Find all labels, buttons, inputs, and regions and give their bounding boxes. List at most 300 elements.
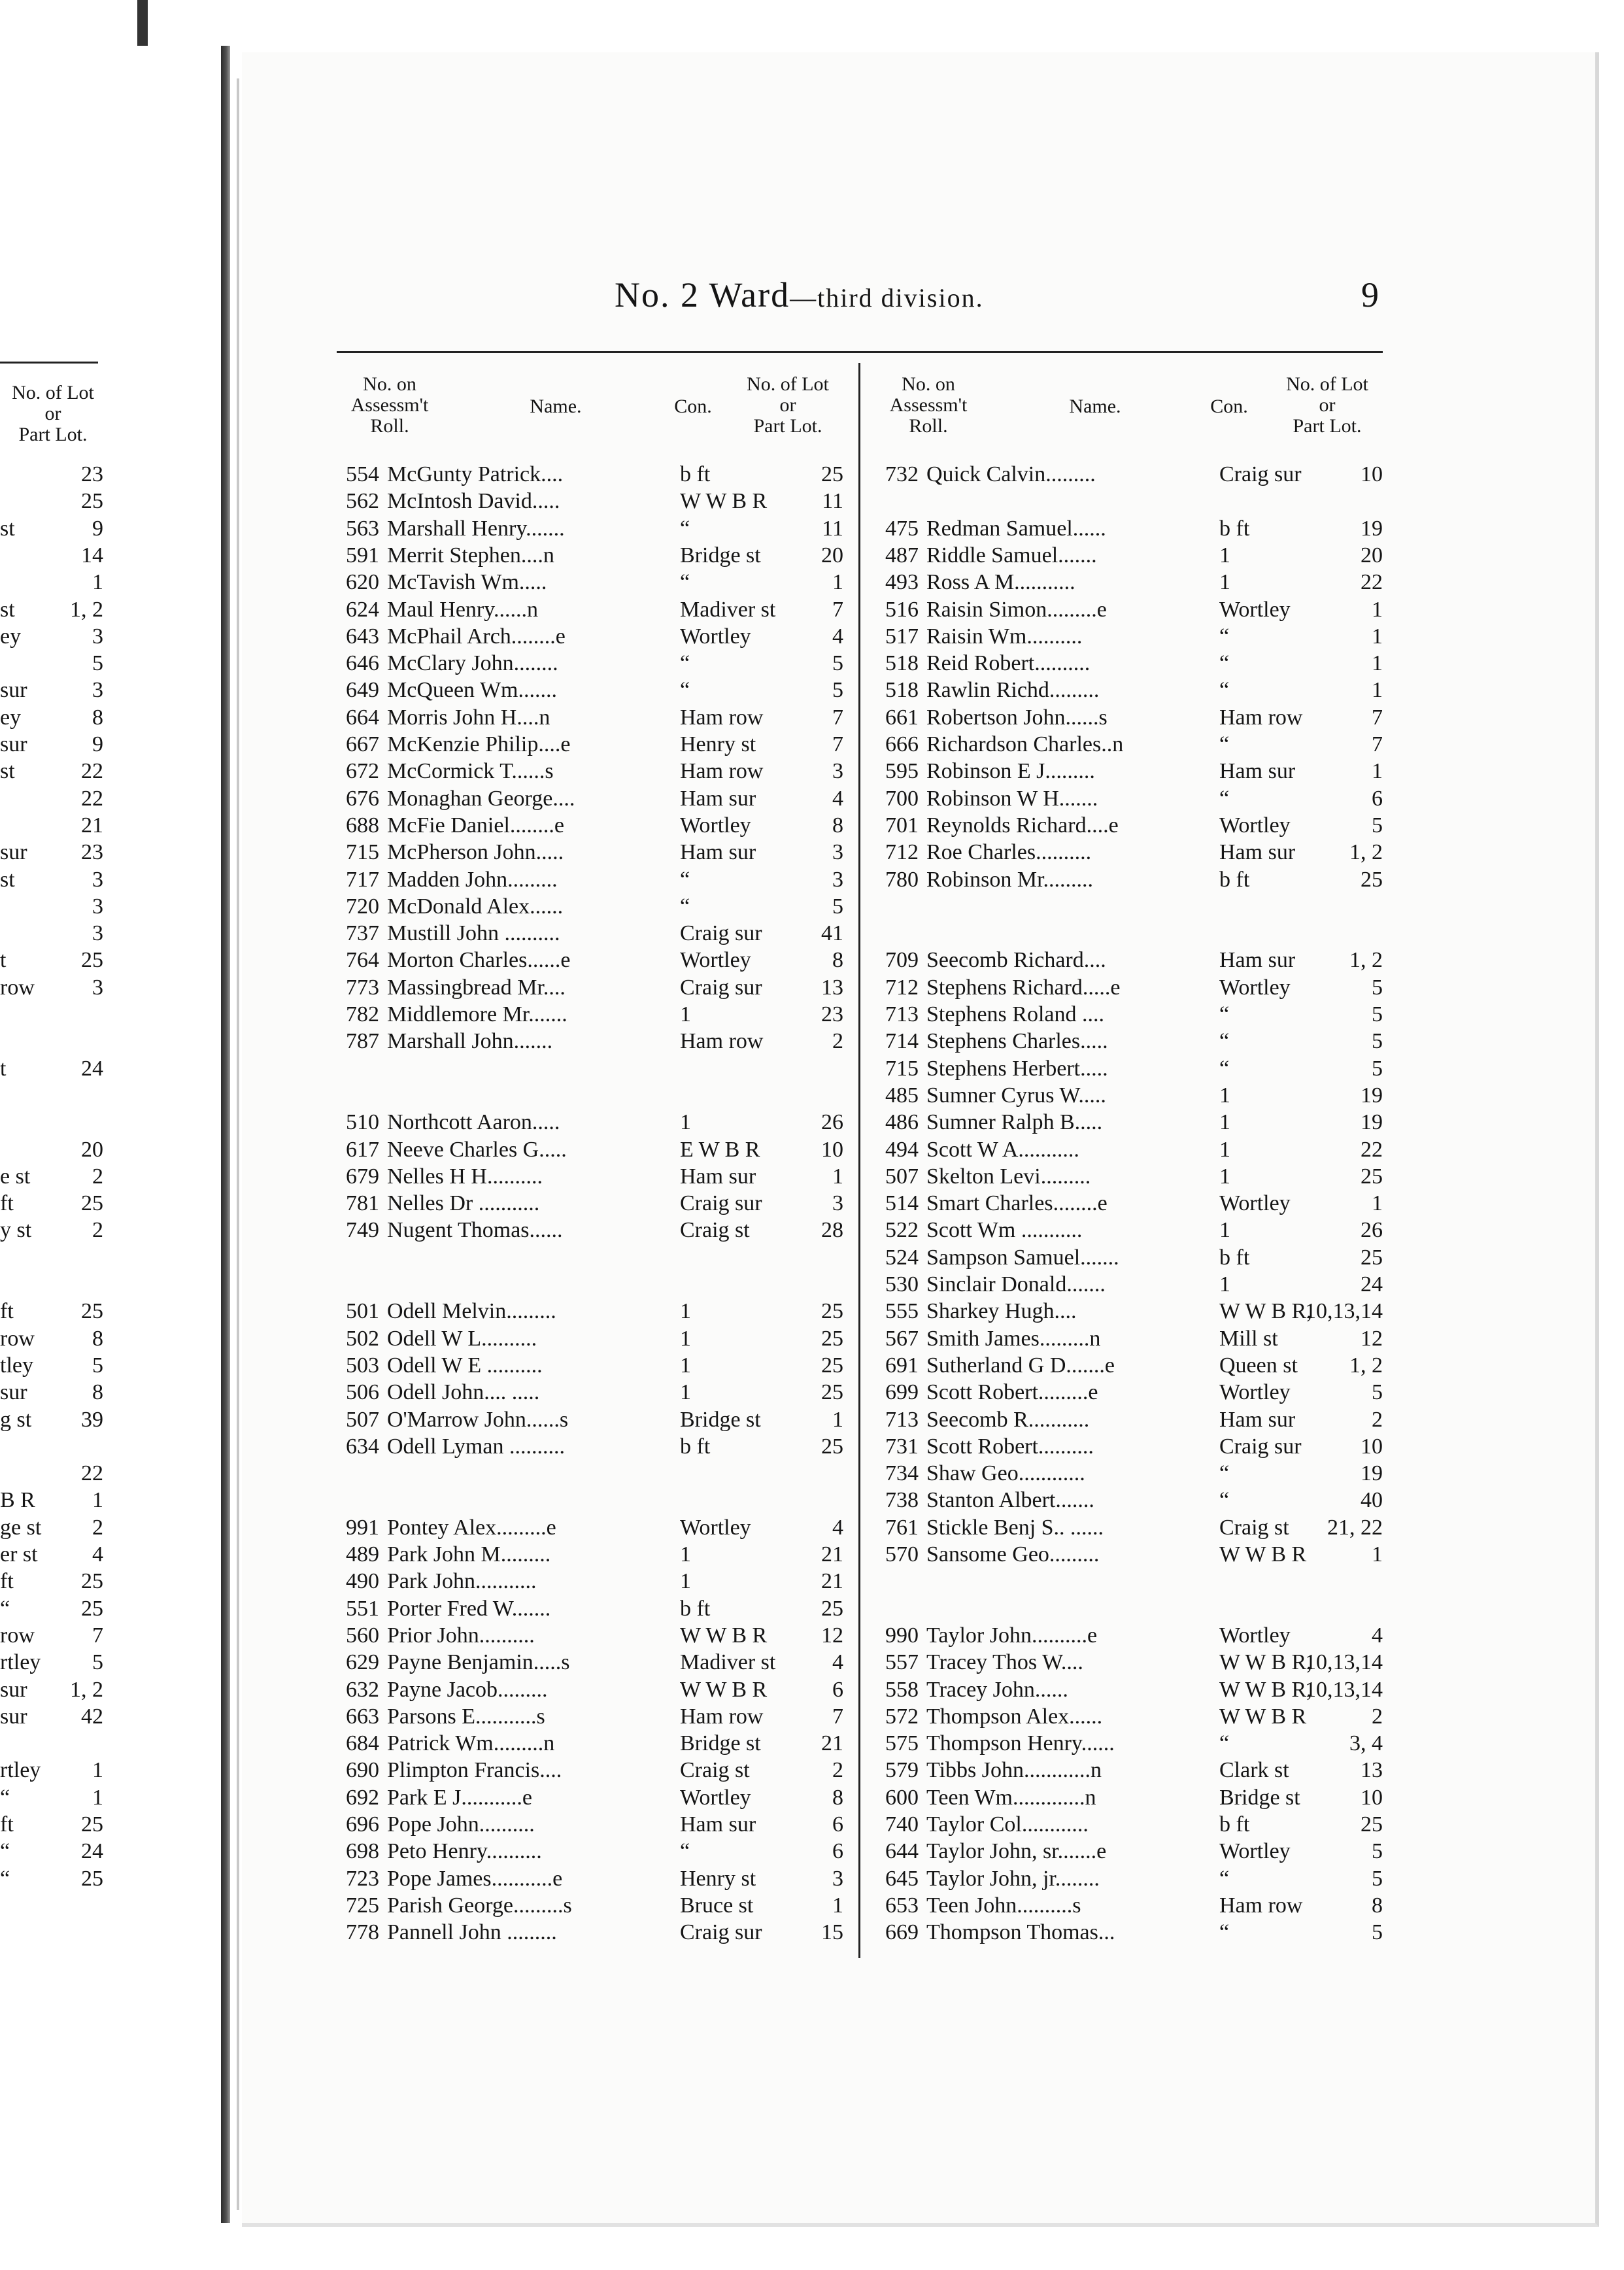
fragment-lot: 1 [92,570,103,595]
table-row [327,1595,850,1622]
left-roll-header [331,374,448,437]
header-line: Part Lot. [18,424,88,445]
table-row [866,704,1389,731]
lot-cell: 12 [821,1623,843,1648]
con-cell: Wortley [680,813,751,838]
fragment-con: tley [0,1353,33,1378]
fragment-row [0,974,103,1001]
roll-number: 646 [346,651,379,676]
fragment-lot: 1, 2 [70,597,103,622]
lot-cell: 13 [1361,1758,1383,1783]
name-cell: Middlemore Mr....... [387,1002,567,1026]
table-row [866,1217,1389,1244]
con-cell: “ [1219,1488,1230,1513]
con-cell: 1 [1219,1164,1230,1189]
header-line: No. on [363,373,416,395]
name-cell: Stephens Richard.....e [926,975,1121,1000]
roll-number: 717 [346,867,379,892]
lot-cell: 1 [1372,759,1383,784]
lot-cell: 1 [1372,624,1383,649]
name-cell: Robertson John......s [926,705,1108,730]
name-cell: Park E J...........e [387,1785,532,1810]
lot-cell: 25 [821,1596,843,1621]
name-cell: Sumner Cyrus W..... [926,1083,1106,1108]
roll-number: 502 [346,1326,379,1351]
con-cell: “ [1219,678,1230,703]
fragment-lot: 5 [92,651,103,676]
fragment-con: “ [0,1866,10,1891]
fragment-lot: 5 [92,1353,103,1378]
fragment-lot: 25 [81,1596,103,1621]
name-cell: Riddle Samuel....... [926,543,1097,568]
name-cell: McFie Daniel........e [387,813,564,838]
table-row [327,1136,850,1163]
lot-cell: 4 [832,1515,843,1540]
name-cell: McDonald Alex...... [387,894,564,919]
table-row [327,1757,850,1784]
con-cell: Bruce st [680,1893,754,1918]
fragment-con: “ [0,1839,10,1864]
lot-cell: 6 [832,1812,843,1837]
roll-number: 714 [885,1029,919,1054]
roll-number: 723 [346,1866,379,1891]
roll-number: 632 [346,1677,379,1702]
roll-number: 493 [885,570,919,595]
header-line: or [1319,394,1336,416]
roll-number: 749 [346,1218,379,1243]
name-cell: Morton Charles......e [387,948,571,973]
con-cell: Ham sur [1219,1407,1296,1432]
fragment-con: st [0,597,15,622]
table-row [866,866,1389,893]
header-line: Roll. [370,415,409,437]
name-cell: Taylor John, jr........ [926,1866,1100,1891]
table-row [327,785,850,812]
fragment-con: ey [0,624,22,649]
roll-number: 696 [346,1812,379,1837]
roll-number: 761 [885,1515,919,1540]
fragment-row [0,866,103,893]
lot-cell: 1, 2 [1349,840,1383,865]
lot-cell: 5 [832,651,843,676]
fragment-con: st [0,516,15,541]
name-cell: Richardson Charles..n [926,732,1124,756]
table-row [866,1298,1389,1325]
roll-number: 709 [885,948,919,973]
roll-number: 663 [346,1704,379,1729]
table-row [327,1568,850,1595]
lot-cell: 5 [1372,1056,1383,1081]
roll-number: 514 [885,1191,919,1216]
lot-cell: 1, 2 [1349,1353,1383,1378]
fragment-row [0,704,103,731]
table-row [327,1163,850,1190]
con-cell: “ [1219,1002,1230,1026]
con-cell: Bridge st [1219,1785,1300,1810]
fragment-con: sur [0,1677,27,1702]
con-cell: Ham sur [680,1164,756,1189]
fragment-con: ft [0,1299,14,1324]
fragment-row [0,1649,103,1676]
roll-number: 713 [885,1002,919,1026]
name-cell: Odell Lyman .......... [387,1434,565,1459]
con-cell: Craig sur [1219,462,1302,486]
fragment-lot: 39 [81,1407,103,1432]
roll-number: 518 [885,678,919,703]
table-row [866,1109,1389,1136]
table-row [327,812,850,839]
name-cell: Monaghan George.... [387,786,575,811]
roll-number: 781 [346,1191,379,1216]
fragment-lot: 42 [81,1704,103,1729]
con-cell: Craig sur [1219,1434,1302,1459]
name-cell: Merrit Stephen....n [387,543,554,568]
con-cell: W W B R [680,1623,768,1648]
table-row [327,1001,850,1028]
lot-cell: 19 [1361,1461,1383,1486]
table-row [327,569,850,596]
roll-number: 645 [885,1866,919,1891]
table-row [866,1244,1389,1271]
fragment-con: sur [0,840,27,865]
fragment-row [0,596,103,623]
table-row [866,1865,1389,1892]
table-row [327,461,850,488]
roll-number: 737 [346,921,379,946]
lot-cell: 3 [832,1191,843,1216]
fragment-row [0,1298,103,1325]
right-name-header: Name. [1069,396,1121,417]
roll-number: 787 [346,1029,379,1054]
lot-cell: 1 [832,1893,843,1918]
con-cell: Ham row [1219,1893,1303,1918]
header-line: Roll. [909,415,948,437]
fragment-row [0,1001,103,1028]
name-cell: McTavish Wm..... [387,570,547,595]
fragment-lot: 2 [92,1515,103,1540]
roll-number: 773 [346,975,379,1000]
lot-cell: 5 [1372,813,1383,838]
table-row [327,1433,850,1460]
name-cell: Morris John H....n [387,705,550,730]
lot-cell: 7 [832,1704,843,1729]
name-cell: Maul Henry......n [387,597,539,622]
fragment-row [0,1190,103,1217]
fragment-lot: 22 [81,1461,103,1486]
con-cell: Craig st [680,1758,750,1783]
title-ward: Ward [709,275,790,314]
roll-number: 764 [346,948,379,973]
fragment-con: rtley [0,1758,41,1783]
fragment-row [0,1514,103,1541]
fragment-row [0,839,103,866]
roll-number: 501 [346,1299,379,1324]
fragment-row [0,1244,103,1271]
table-row [866,542,1389,569]
roll-number: 666 [885,732,919,756]
name-cell: McPhail Arch........e [387,624,566,649]
con-cell: Henry st [680,1866,756,1891]
con-cell: b ft [1219,1245,1250,1270]
roll-number: 522 [885,1218,919,1243]
lot-cell: 10,13,14 [1305,1650,1383,1675]
fragment-row [0,1163,103,1190]
fragment-lot: 23 [81,840,103,865]
fragment-con: “ [0,1596,10,1621]
fragment-con: row [0,975,35,1000]
con-cell: “ [680,516,690,541]
fragment-con: B R [0,1488,35,1513]
con-cell: Ham sur [1219,759,1296,784]
name-cell: Robinson Mr......... [926,867,1094,892]
con-cell: Henry st [680,732,756,756]
name-cell: Massingbread Mr.... [387,975,566,1000]
roll-number: 494 [885,1137,919,1162]
roll-number: 617 [346,1137,379,1162]
con-cell: Wortley [1219,1380,1291,1405]
table-row [866,623,1389,650]
lot-cell: 12 [1361,1326,1383,1351]
lot-cell: 2 [1372,1704,1383,1729]
lot-cell: 21, 22 [1327,1515,1383,1540]
name-cell: Neeve Charles G..... [387,1137,567,1162]
fragment-lot: 3 [92,867,103,892]
lot-cell: 24 [1361,1272,1383,1296]
name-cell: Quick Calvin......... [926,462,1096,486]
name-cell: Pontey Alex.........e [387,1515,556,1540]
name-cell: Porter Fred W....... [387,1596,551,1621]
table-row [866,1757,1389,1784]
lot-cell: 25 [821,462,843,486]
con-cell: 1 [680,1326,691,1351]
con-cell: “ [680,570,690,595]
name-cell: McQueen Wm....... [387,678,557,703]
table-row [866,569,1389,596]
name-cell: Thompson Thomas... [926,1920,1115,1945]
con-cell: 1 [680,1299,691,1324]
table-row [327,731,850,758]
fragment-row [0,947,103,974]
fragment-lot: 8 [92,705,103,730]
fragment-row [0,1811,103,1838]
fragment-lot: 9 [92,732,103,756]
table-row [327,1325,850,1352]
con-cell: Craig sur [680,921,762,946]
fragment-con: st [0,867,15,892]
name-cell: Pope John.......... [387,1812,535,1837]
lot-cell: 40 [1361,1488,1383,1513]
con-cell: “ [1219,786,1230,811]
lot-cell: 5 [1372,1839,1383,1864]
lot-cell: 3, 4 [1349,1731,1383,1756]
lot-cell: 5 [1372,1920,1383,1945]
roll-number: 720 [346,894,379,919]
lot-cell: 10 [821,1137,843,1162]
roll-number: 517 [885,624,919,649]
con-cell: Wortley [1219,975,1291,1000]
lot-cell: 7 [832,597,843,622]
roll-number: 699 [885,1380,919,1405]
lot-cell: 2 [1372,1407,1383,1432]
fragment-row [0,1595,103,1622]
con-cell: “ [1219,1866,1230,1891]
fragment-row [0,1541,103,1568]
lot-cell: 3 [832,867,843,892]
fragment-lot: 25 [81,1191,103,1216]
page-gutter-line [237,78,239,2210]
name-cell: Odell W E .......... [387,1353,543,1378]
roll-number: 487 [885,543,919,568]
name-cell: Shaw Geo............ [926,1461,1085,1486]
roll-number: 507 [346,1407,379,1432]
name-cell: Nugent Thomas...... [387,1218,563,1243]
con-cell: 1 [680,1002,691,1026]
con-cell: Ham sur [680,840,756,865]
table-row [866,947,1389,974]
lot-cell: 6 [832,1839,843,1864]
roll-number: 649 [346,678,379,703]
name-cell: Stephens Roland .... [926,1002,1104,1026]
lot-cell: 1, 2 [1349,948,1383,973]
con-cell: Bridge st [680,1407,761,1432]
lot-cell: 6 [832,1677,843,1702]
table-row [866,1325,1389,1352]
con-cell: b ft [680,1434,711,1459]
name-cell: Sumner Ralph B..... [926,1110,1103,1135]
table-row [327,920,850,947]
lot-cell: 25 [821,1434,843,1459]
roll-number: 507 [885,1164,919,1189]
fragment-row [0,893,103,920]
name-cell: Scott W A........... [926,1137,1079,1162]
roll-number: 990 [885,1623,919,1648]
fragment-row [0,920,103,947]
table-row [327,1730,850,1757]
fragment-con: t [0,948,7,973]
fragment-lot: 1 [92,1785,103,1810]
con-cell: W W B R [680,1677,768,1702]
name-cell: Smith James.........n [926,1326,1101,1351]
table-row [866,1136,1389,1163]
fragment-lot: 5 [92,1650,103,1675]
lot-cell: 25 [821,1380,843,1405]
table-row [866,515,1389,542]
lot-cell: 5 [1372,975,1383,1000]
table-row [866,1028,1389,1055]
roll-number: 490 [346,1569,379,1594]
name-cell: Raisin Simon.........e [926,597,1107,622]
roll-number: 643 [346,624,379,649]
lot-cell: 25 [1361,1164,1383,1189]
lot-cell: 21 [821,1542,843,1567]
fragment-con: ft [0,1191,14,1216]
roll-number: 579 [885,1758,919,1783]
roll-number: 629 [346,1650,379,1675]
con-cell: Ham sur [1219,948,1296,973]
con-cell: Wortley [1219,1191,1291,1216]
roll-number: 567 [885,1326,919,1351]
fragment-lot: 7 [92,1623,103,1648]
name-cell: Sharkey Hugh.... [926,1299,1077,1324]
name-cell: Robinson E J......... [926,759,1095,784]
table-row [327,1217,850,1244]
fragment-lot: 2 [92,1218,103,1243]
roll-number: 560 [346,1623,379,1648]
lot-cell: 8 [832,813,843,838]
lot-cell: 26 [1361,1218,1383,1243]
con-cell: Wortley [1219,597,1291,622]
lot-cell: 21 [821,1731,843,1756]
table-row [866,461,1389,488]
lot-cell: 25 [1361,1245,1383,1270]
roll-number: 780 [885,867,919,892]
name-cell: Thompson Henry...... [926,1731,1115,1756]
lot-cell: 13 [821,975,843,1000]
table-row [866,812,1389,839]
fragment-lot: 1, 2 [70,1677,103,1702]
table-row [866,785,1389,812]
name-cell: Sinclair Donald....... [926,1272,1106,1296]
con-cell: 1 [680,1380,691,1405]
fragment-row [0,785,103,812]
fragment-lot: 3 [92,624,103,649]
con-cell: 1 [680,1569,691,1594]
name-cell: Mustill John .......... [387,921,560,946]
con-cell: 1 [1219,570,1230,595]
roll-number: 644 [885,1839,919,1864]
fragment-row [0,758,103,785]
roll-number: 782 [346,1002,379,1026]
name-cell: Robinson W H....... [926,786,1098,811]
table-row [866,1811,1389,1838]
roll-number: 562 [346,489,379,514]
table-row [327,839,850,866]
table-row [327,947,850,974]
con-cell: Craig st [1219,1515,1289,1540]
lot-cell: 1 [832,570,843,595]
left-lot-header [729,374,847,437]
lot-cell: 22 [1361,570,1383,595]
roll-number: 653 [885,1893,919,1918]
name-cell: Thompson Alex...... [926,1704,1103,1729]
roll-number: 664 [346,705,379,730]
table-row [866,1163,1389,1190]
roll-number: 778 [346,1920,379,1945]
fragment-row [0,623,103,650]
fragment-lot: 25 [81,1812,103,1837]
table-row [327,1541,850,1568]
name-cell: Odell John.... ..... [387,1380,540,1405]
roll-number: 688 [346,813,379,838]
fragment-lot: 25 [81,1299,103,1324]
name-cell: Tibbs John............n [926,1758,1102,1783]
roll-number: 715 [885,1056,919,1081]
name-cell: Taylor John, sr.......e [926,1839,1107,1864]
con-cell: Ham row [680,705,764,730]
lot-cell: 1 [832,1164,843,1189]
con-cell: Craig sur [680,975,762,1000]
con-cell: Wortley [680,948,751,973]
lot-cell: 25 [1361,1812,1383,1837]
name-cell: Redman Samuel...... [926,516,1106,541]
name-cell: Nelles H H.......... [387,1164,543,1189]
header-line: Part Lot. [1293,415,1362,437]
roll-number: 991 [346,1515,379,1540]
table-row [327,1892,850,1919]
table-row [327,1784,850,1811]
name-cell: Plimpton Francis.... [387,1758,562,1783]
fragment-row [0,1406,103,1433]
